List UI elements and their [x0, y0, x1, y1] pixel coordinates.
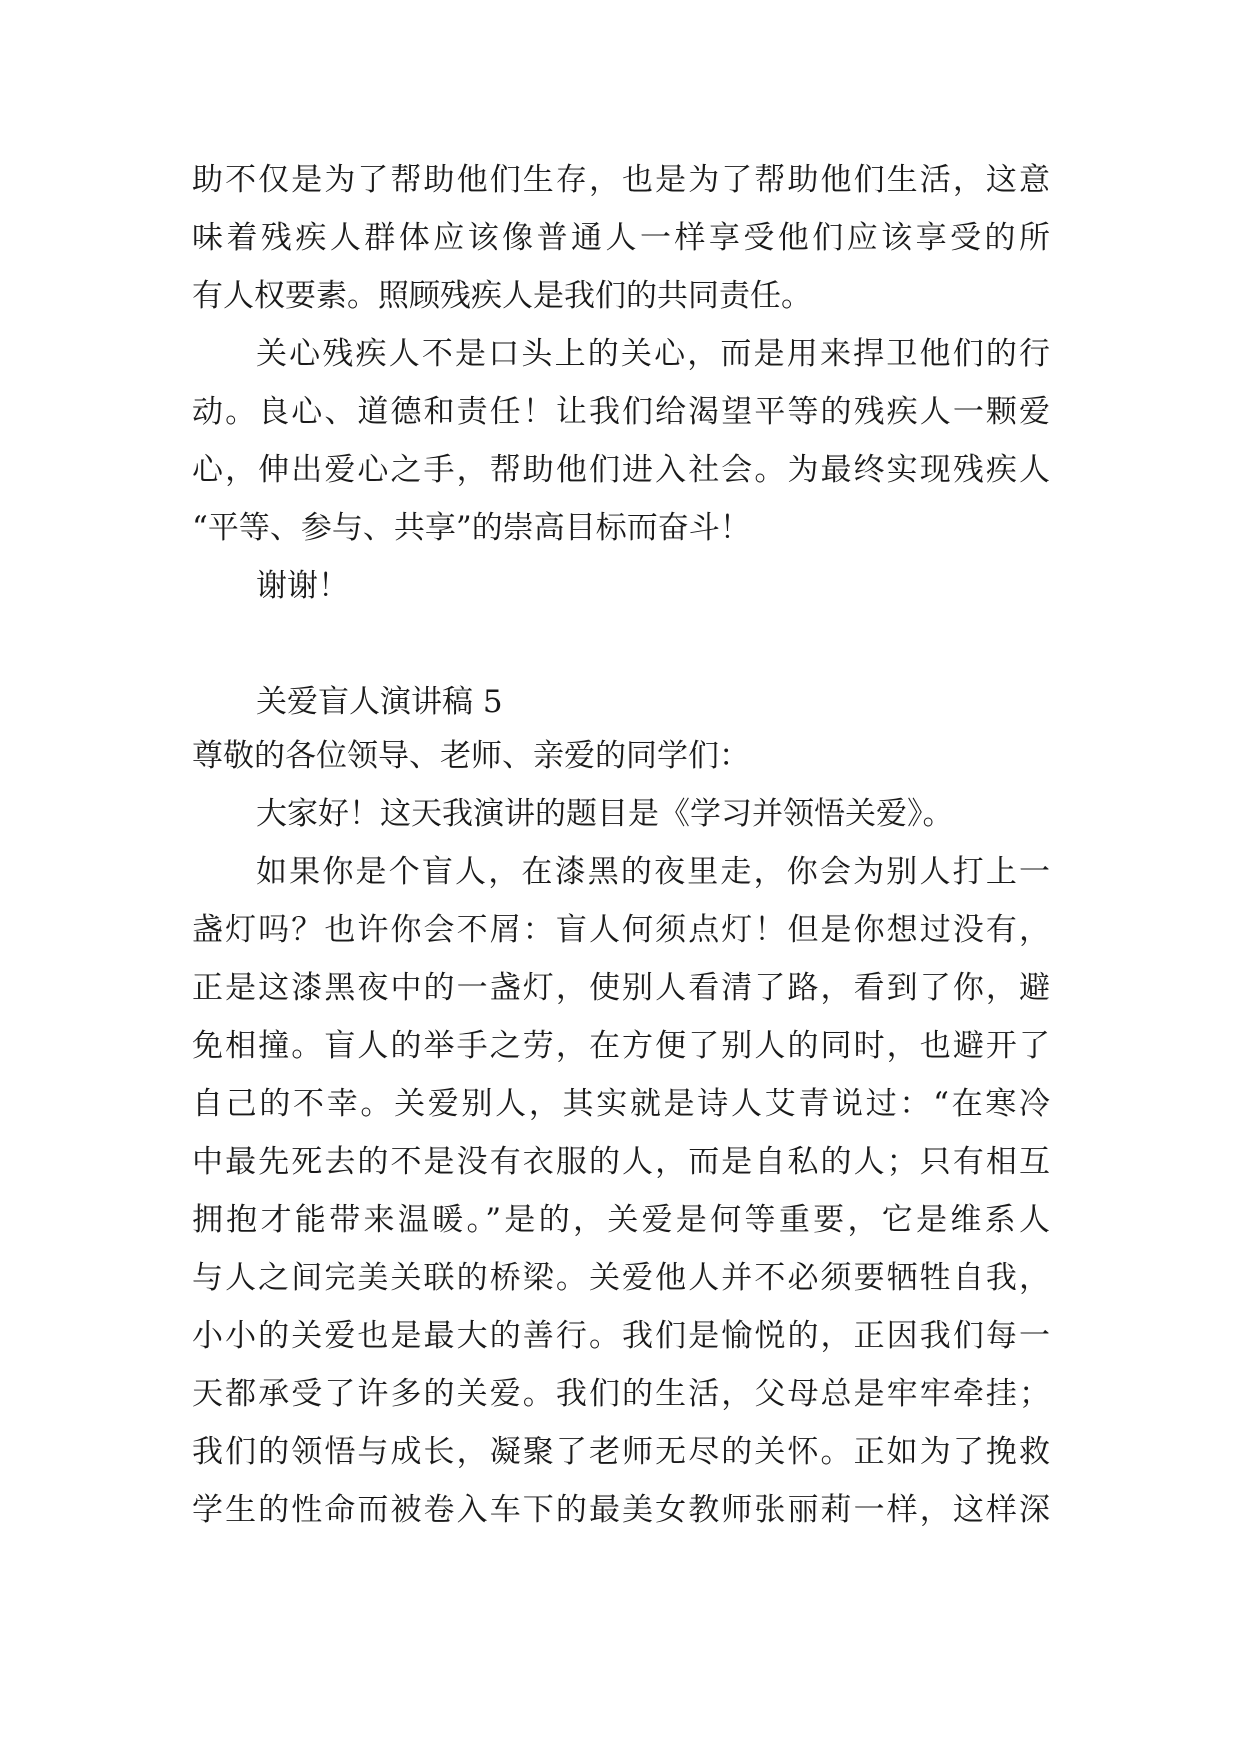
body-text-line: 小小的关爱也是最大的善行。我们是愉悦的，正因我们每一 [192, 1318, 1050, 1354]
body-text-line: “平等、参与、共享”的崇高目标而奋斗！ [192, 510, 751, 546]
body-text-line: 我们的领悟与成长，凝聚了老师无尽的关怀。正如为了挽救 [192, 1434, 1050, 1470]
body-text-line: 天都承受了许多的关爱。我们的生活，父母总是牢牢牵挂； [192, 1376, 1050, 1412]
body-text-line: 自己的不幸。关爱别人，其实就是诗人艾青说过：“在寒冷 [192, 1086, 1050, 1122]
body-text-line: 正是这漆黑夜中的一盏灯，使别人看清了路，看到了你，避 [192, 970, 1050, 1006]
body-text-line: 盏灯吗？也许你会不屑：盲人何须点灯！但是你想过没有， [192, 912, 1050, 948]
body-text-line: 谢谢！ [256, 568, 349, 604]
body-text-line: 有人权要素。照顾残疾人是我们的共同责任。 [192, 278, 812, 314]
body-text-line: 关心残疾人不是口头上的关心，而是用来捍卫他们的行 [256, 336, 1050, 372]
body-text-line: 大家好！这天我演讲的题目是《学习并领悟关爱》。 [256, 796, 954, 832]
body-text-line: 动。良心、道德和责任！让我们给渴望平等的残疾人一颗爱 [192, 394, 1050, 430]
body-text-line: 学生的性命而被卷入车下的最美女教师张丽莉一样，这样深 [192, 1492, 1050, 1528]
body-text-line: 心，伸出爱心之手，帮助他们进入社会。为最终实现残疾人 [192, 452, 1050, 488]
salutation-line: 尊敬的各位领导、老师、亲爱的同学们： [192, 738, 750, 774]
body-text-line: 助不仅是为了帮助他们生存，也是为了帮助他们生活，这意 [192, 162, 1050, 198]
section-title: 关爱盲人演讲稿 5 [256, 684, 503, 720]
body-text-line: 如果你是个盲人，在漆黑的夜里走，你会为别人打上一 [256, 854, 1050, 890]
body-text-line: 与人之间完美关联的桥梁。关爱他人并不必须要牺牲自我， [192, 1260, 1050, 1296]
body-text-line: 拥抱才能带来温暖。”是的，关爱是何等重要，它是维系人 [192, 1202, 1050, 1238]
body-text-line: 中最先死去的不是没有衣服的人，而是自私的人；只有相互 [192, 1144, 1050, 1180]
body-text-line: 免相撞。盲人的举手之劳，在方便了别人的同时，也避开了 [192, 1028, 1050, 1064]
body-text-line: 味着残疾人群体应该像普通人一样享受他们应该享受的所 [192, 220, 1050, 256]
